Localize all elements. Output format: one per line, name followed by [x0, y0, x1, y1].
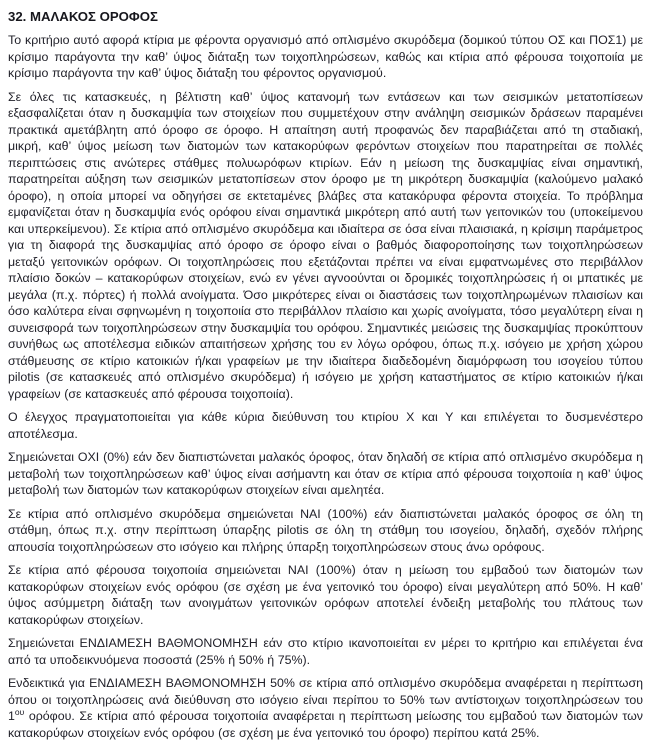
paragraph-soft-storey-explanation: Σε όλες τις κατασκευές, η βέλτιστη καθ’ ύψος κατανομή των εντάσεων και των σεισμικών μετατοπίσεων εξασφαλίζεται όταν η δυσκαμψία των στοιχείων που συμμετέχουν στην ανάληψη σεισμικών δράσεων παραμένει πρακτικά αμετάβλητη από όροφο σε όροφο. Η απαίτηση αυτή προφανώς δεν παραβιάζεται από τη σταδιακή, μικρή, καθ’ ύψος μείωση των διατομών των κατακορύφων φερόντων στοιχείων που παρατηρείται σε πολλές περιπτώσεις στις ανώτερες στάθμες πολυωρόφων κτιρίων. Εάν η μείωση της δυσκαμψίας είναι σημαντική, παρατηρείται αύξηση των σεισμικών μετατοπίσεων στον όροφο με τη μικρότερη δυσκαμψία (καλούμενο μαλακό όροφο), η οποία μπορεί να οδηγήσει σε εκτεταμένες βλάβες στα κατακόρυφα φέροντα στοιχεία. Το πρόβλημα εμφανίζεται όταν η δυσκαμψία ενός ορόφου είναι σημαντικά μικρότερη από αυτή των γειτονικών του (υποκείμενου και υπερκείμενου). Σε κτίρια από οπλισμένο σκυρόδεμα και ιδιαίτερα σε όσα είναι πλαισιακά, η κρίσιμη παράμετρος για τη διαφορά της δυσκαμψίας από όροφο σε όροφο είναι ο βαθμός διαφοροποίησης των τοιχοπληρώσεων μεταξύ γειτονικών ορόφων. Οι τοιχοπληρώσεις που εξετάζονται πρέπει να είναι εμφατνωμένες στο περιβάλλον πλαίσιο δοκών – κατακορύφων στοιχείων, ενώ εν γένει αγνοούνται οι δρομικές τοιχοπληρώσεις ή οι μπατικές με μεγάλα (π.χ. πόρτες) ή πολλά ανοίγματα. Όσο μικρότερες είναι οι διαστάσεις των τοιχοπληρωμένων πλαισίων και όσο καλύτερα είναι σφηνωμένη η τοιχοποιία στο περιβάλλον πλαίσιο και χωρίς ανοίγματα, τόσο μεγαλύτερη είναι η συνεισφορά των τοιχοπληρώσεων στην δυσκαμψία του ορόφου. Σημαντικές μειώσεις της δυσκαμψίας προκύπτουν συνήθως ως αποτέλεσμα ειδικών απαιτήσεων χρήσης του εν λόγω ορόφου, όπως π.χ. ισόγειο με χρήση χώρου στάθμευσης σε κτίριο κατοικιών ή/και γραφείων με την ιδιαίτερα διαδεδομένη διαμόρφωση του ισογείου τύπου pilotis (σε κατασκευές από οπλισμένο σκυρόδεμα) ή ισόγειο με χρήση καταστήματος σε κτίριο κατοικιών ή/και γραφείων (σε κατασκευές από φέρουσα τοιχοποιία). — [8, 89, 643, 401]
paragraph-indicative-50-percent-before-sup: Ενδεικτικά για ΕΝΔΙΑΜΕΣΗ ΒΑΘΜΟΝΟΜΗΣΗ 50% σε κτίρια από οπλισμένο σκυρόδεμα αναφέρεται η περίπτωση όπου οι τοιχοπληρώσεις ανά διεύθυνση στο ισόγειο είναι περίπου το 50% των αντίστοιχων τοιχοπληρώσεων του 1 — [8, 676, 643, 723]
paragraph-yes-100-percent-concrete: Σε κτίρια από οπλισμένο σκυρόδεμα σημειώνεται ΝΑΙ (100%) εάν διαπιστώνεται μαλακός όροφος σε όλη τη στάθμη, όπως π.χ. στην περίπτωση ύπαρξης pilotis σε όλη τη στάθμη του ισογείου, δηλαδή, σχεδόν πλήρης απουσία τοιχοπληρώσεων στο ισόγειο και πλήρης ύπαρξη τοιχοπληρώσεων στους άνω ορόφους. — [8, 506, 643, 554]
paragraph-intermediate-calibration: Σημειώνεται ΕΝΔΙΑΜΕΣΗ ΒΑΘΜΟΝΟΜΗΣΗ εάν στο κτίριο ικανοποιείται εν μέρει το κριτήριο και επιλέγεται ένα από τα υποδεικνυόμενα ποσοστά (25% ή 50% ή 75%). — [8, 636, 643, 667]
paragraph-yes-100-percent-masonry: Σε κτίρια από φέρουσα τοιχοποιία σημειώνεται ΝΑΙ (100%) όταν η μείωση του εμβαδού των διατομών των κατακορύφων στοιχείων ενός ορόφου (σε σχέση με ένα γειτονικό του όροφο) είναι μεγαλύτερη από 50%. Η καθ’ ύψος ασύμμετρη διάταξη των ανοιγμάτων γειτονικών ορόφων αποτελεί ένδειξη μεταβολής του πλάτους των κατακορύφων στοιχείων. — [8, 563, 643, 627]
paragraph-indicative-50-percent — [8, 675, 643, 741]
section-title: 32. ΜΑΛΑΚΟΣ ΟΡΟΦΟΣ — [8, 9, 158, 24]
ordinal-superscript: ου — [14, 706, 25, 717]
paragraph-indicative-50-percent-after-sup: ορόφου. Σε κτίρια από φέρουσα τοιχοποιία αναφέρεται η περίπτωση μείωσης του εμβαδού των διατομών των κατακορύφων στοιχείων ενός ορόφου (σε σχέση με ένα γειτονικό του όροφο) περίπου κατά 25%. — [8, 709, 643, 740]
paragraph-criterion-intro: Το κριτήριο αυτό αφορά κτίρια με φέροντα οργανισμό από οπλισμένο σκυρόδεμα (δομικού τύπου ΟΣ και ΠΟΣ1) με κρίσιμο παράγοντα την καθ’ ύψος διάταξη των τοιχοπληρώσεων, καθώς και κτίρια από φέρουσα τοιχοποιία με κρίσιμο παράγοντα την καθ’ ύψος διάταξη του φέροντος οργανισμού. — [8, 33, 643, 80]
paragraph-no-0-percent: Σημειώνεται ΟΧΙ (0%) εάν δεν διαπιστώνεται μαλακός όροφος, όταν δηλαδή σε κτίρια από οπλισμένο σκυρόδεμα η μεταβολή των τοιχοπληρώσεων καθ’ ύψος είναι ασήμαντη και όταν σε κτίρια από φέρουσα τοιχοποιία η καθ’ ύψος μεταβολή των διατομών των κατακορύφων στοιχείων είναι αμελητέα. — [8, 450, 643, 497]
paragraph-check-directions: Ο έλεγχος πραγματοποιείται για κάθε κύρια διεύθυνση του κτιρίου X και Y και επιλέγεται το δυσμενέστερο αποτέλεσμα. — [8, 410, 643, 441]
